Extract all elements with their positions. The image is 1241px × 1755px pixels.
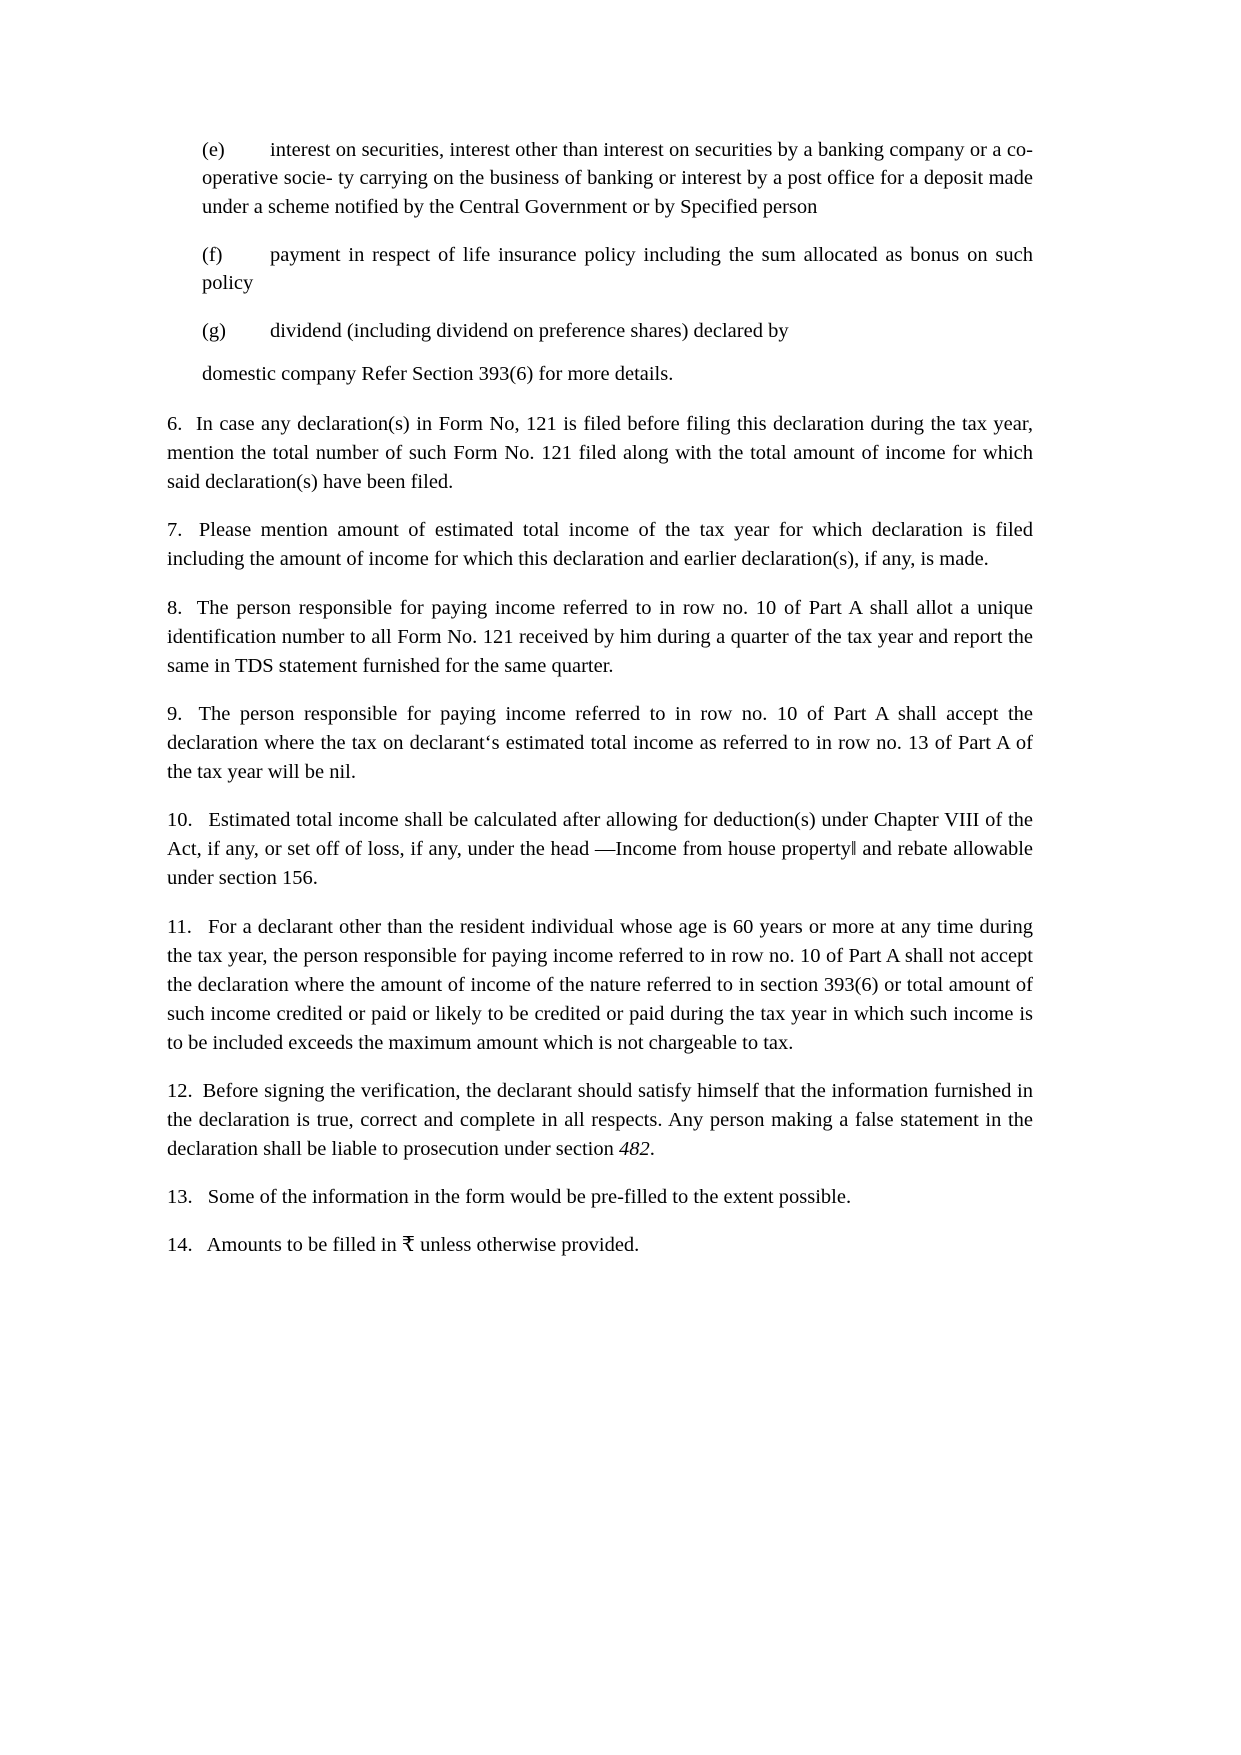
clause-continuation: domestic company Refer Section 393(6) for more details. bbox=[202, 362, 674, 385]
clause-e-text: interest on securities, interest other than interest on securities by a banking company or a co-operative socie- ty carrying on the business of banking or interest by a post office for a deposit made under a scheme notified by the Central Government or by Specified person bbox=[202, 139, 1033, 218]
instruction-item-8-text: The person responsible for paying income referred to in row no. 10 of Part A shall allot a unique identification number to all Form No. 121 received by him during a quarter of the tax year and report the same in TDS statement furnished for the same quarter. bbox=[167, 596, 1033, 677]
instruction-item-10 bbox=[167, 806, 1033, 893]
instruction-item-7 bbox=[167, 516, 1033, 574]
instruction-item-14 bbox=[167, 1231, 1033, 1260]
instruction-item-8-number: 8. bbox=[167, 596, 183, 619]
instruction-item-12 bbox=[167, 1077, 1033, 1164]
instruction-item-10-number: 10. bbox=[167, 809, 193, 832]
instruction-item-13-number: 13. bbox=[167, 1186, 193, 1209]
instruction-item-12-section-number: 482 bbox=[619, 1138, 650, 1161]
instruction-item-11 bbox=[167, 913, 1033, 1059]
instruction-item-8 bbox=[167, 594, 1033, 681]
instruction-item-13-text: Some of the information in the form would be pre-filled to the extent possible. bbox=[207, 1186, 852, 1209]
instruction-item-9 bbox=[167, 700, 1033, 787]
clause-f-text: payment in respect of life insurance policy including the sum allocated as bonus on such policy bbox=[202, 243, 1033, 295]
clause-g-text: dividend (including dividend on preference shares) declared by bbox=[270, 320, 789, 343]
instruction-item-12-text-end: . bbox=[649, 1138, 655, 1161]
instruction-item-12-number: 12. bbox=[167, 1080, 193, 1103]
instruction-item-13 bbox=[167, 1183, 1033, 1212]
instruction-item-6-number: 6. bbox=[167, 412, 183, 435]
instruction-item-12-text: Before signing the verification, the declarant should satisfy himself that the information furnished in the declaration is true, correct and complete in all respects. Any person making a false statement in the declaration shall be liable to prosecution under section bbox=[167, 1080, 1033, 1161]
clause-f-label: (f) bbox=[202, 243, 223, 266]
clause-f bbox=[167, 241, 1033, 298]
clause-g-label: (g) bbox=[202, 320, 226, 343]
clause-e bbox=[167, 136, 1033, 221]
clause-g bbox=[167, 317, 1033, 345]
instruction-item-10-text: Estimated total income shall be calculated after allowing for deduction(s) under Chapter VIII of the Act, if any, or set off of loss, if any, under the head ―Income from house property‖ and rebate allowable under section 156. bbox=[167, 809, 1033, 890]
instruction-item-9-text: The person responsible for paying income referred to in row no. 10 of Part A shall accept the declaration where the tax on declarant‘s estimated total income as referred to in row no. 13 of Part A of the tax year will be nil. bbox=[167, 702, 1033, 784]
instruction-item-6 bbox=[167, 410, 1033, 497]
instruction-item-7-number: 7. bbox=[167, 519, 183, 542]
instruction-item-7-text: Please mention amount of estimated total income of the tax year for which declaration is filed including the amount of income for which this declaration and earlier declaration(s), if any, is made. bbox=[167, 519, 1033, 571]
instruction-item-6-text: In case any declaration(s) in Form No, 121 is filed before filing this declaration during the tax year, mention the total number of such Form No. 121 filed along with the total amount of income for which said declaration(s) have been filed. bbox=[167, 412, 1034, 494]
instruction-item-14-number: 14. bbox=[167, 1234, 193, 1257]
instruction-item-11-text: For a declarant other than the resident individual whose age is 60 years or more at any time during the tax year, the person responsible for paying income referred to in row no. 10 of Part A shall not accept the declaration where the amount of income of the nature referred to in section 393(6) or total amount of such income credited or paid or likely to be credited or paid during the tax year in which such income is to be included exceeds the maximum amount which is not chargeable to tax. bbox=[167, 915, 1034, 1054]
clause-e-label: (e) bbox=[202, 139, 225, 161]
instruction-item-9-number: 9. bbox=[167, 702, 183, 725]
instruction-item-14-text: Amounts to be filled in ₹ unless otherwise provided. bbox=[206, 1234, 640, 1257]
instruction-item-11-number: 11. bbox=[167, 915, 192, 938]
